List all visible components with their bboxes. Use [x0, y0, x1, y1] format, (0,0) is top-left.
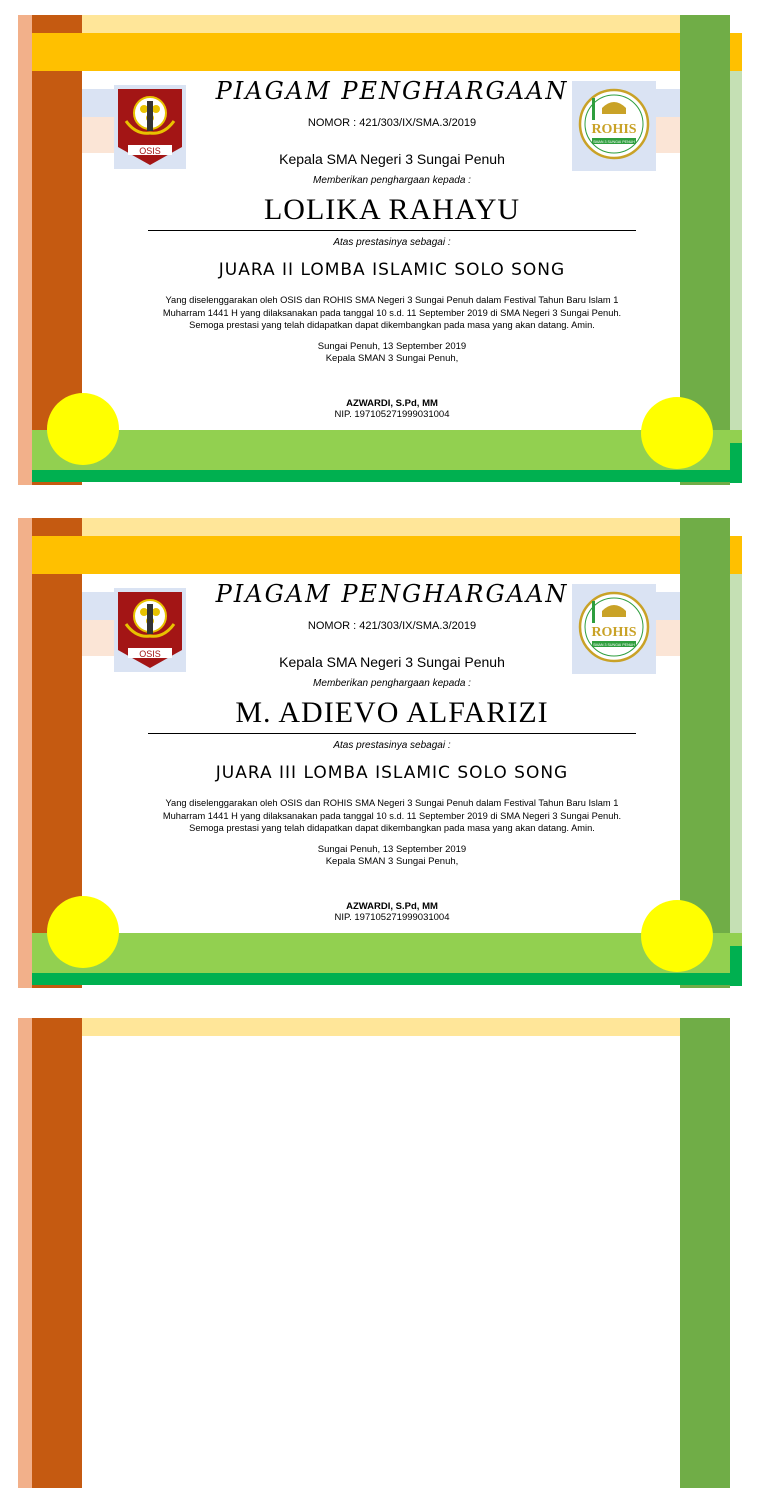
- rohis-logo-text: ROHIS: [591, 625, 637, 640]
- certificate-1: [0, 15, 768, 485]
- place-date: Sungai Penuh, 13 September 2019: [317, 341, 467, 352]
- signer-nip: NIP. 197105271999031004: [334, 409, 450, 420]
- achievement-intro: Atas prestasinya sebagai :: [333, 740, 451, 751]
- certificate-2: [0, 518, 768, 988]
- signer-name: AZWARDI, S.Pd, MM: [346, 398, 438, 409]
- certificate-title: PIAGAM PENGHARGAAN: [215, 580, 569, 608]
- signer-name: AZWARDI, S.Pd, MM: [346, 901, 438, 912]
- place-date: Sungai Penuh, 13 September 2019: [317, 844, 467, 855]
- recipient-name: LOLIKA RAHAYU: [263, 193, 521, 226]
- certificate-number: NOMOR : 421/303/IX/SMA.3/2019: [307, 620, 477, 632]
- achievement-intro: Atas prestasinya sebagai :: [333, 237, 451, 248]
- name-underline: [148, 230, 636, 231]
- osis-logo-text: OSIS: [139, 146, 161, 156]
- achievement: JUARA III LOMBA ISLAMIC SOLO SONG: [215, 763, 569, 783]
- signer-nip: NIP. 197105271999031004: [334, 912, 450, 923]
- description: Yang diselenggarakan oleh OSIS dan ROHIS SMA Negeri 3 Sungai Penuh dalam Festival Tahun Baru Islam 1 Muharram 1441 H yang dilaksanakan pada tanggal 10 s.d. 11 September 2019 di SMA Negeri 3 Sungai Penuh. Semoga prestasi yang telah didapatkan dapat dikembangkan pada masa yang akan datang. Amin.: [162, 295, 622, 330]
- signer-role: Kepala SMAN 3 Sungai Penuh,: [325, 353, 459, 364]
- yellow-circle-left: [47, 393, 119, 465]
- yellow-circle-right: [641, 900, 713, 972]
- rohis-logo-text: ROHIS: [591, 122, 637, 137]
- name-underline: [148, 733, 636, 734]
- certificate-title: PIAGAM PENGHARGAAN: [215, 77, 569, 105]
- osis-logo-text: OSIS: [139, 649, 161, 659]
- award-intro: Memberikan penghargaan kepada :: [313, 175, 471, 186]
- issuer: Kepala SMA Negeri 3 Sungai Penuh: [279, 151, 505, 167]
- recipient-name: M. ADIEVO ALFARIZI: [235, 696, 549, 729]
- signer-role: Kepala SMAN 3 Sungai Penuh,: [325, 856, 459, 867]
- description: Yang diselenggarakan oleh OSIS dan ROHIS SMA Negeri 3 Sungai Penuh dalam Festival Tahun Baru Islam 1 Muharram 1441 H yang dilaksanakan pada tanggal 10 s.d. 11 September 2019 di SMA Negeri 3 Sungai Penuh. Semoga prestasi yang telah didapatkan dapat dikembangkan pada masa yang akan datang. Amin.: [162, 798, 622, 833]
- yellow-circle-right: [641, 397, 713, 469]
- rohis-logo-subtext: SMAN 3 SUNGAI PENUH: [593, 140, 635, 144]
- award-intro: Memberikan penghargaan kepada :: [313, 678, 471, 689]
- issuer: Kepala SMA Negeri 3 Sungai Penuh: [279, 654, 505, 670]
- yellow-circle-left: [47, 896, 119, 968]
- achievement: JUARA II LOMBA ISLAMIC SOLO SONG: [218, 260, 566, 280]
- rohis-logo-subtext: SMAN 3 SUNGAI PENUH: [593, 643, 635, 647]
- certificate-3-partial: [0, 1018, 768, 1028]
- certificate-number: NOMOR : 421/303/IX/SMA.3/2019: [307, 117, 477, 129]
